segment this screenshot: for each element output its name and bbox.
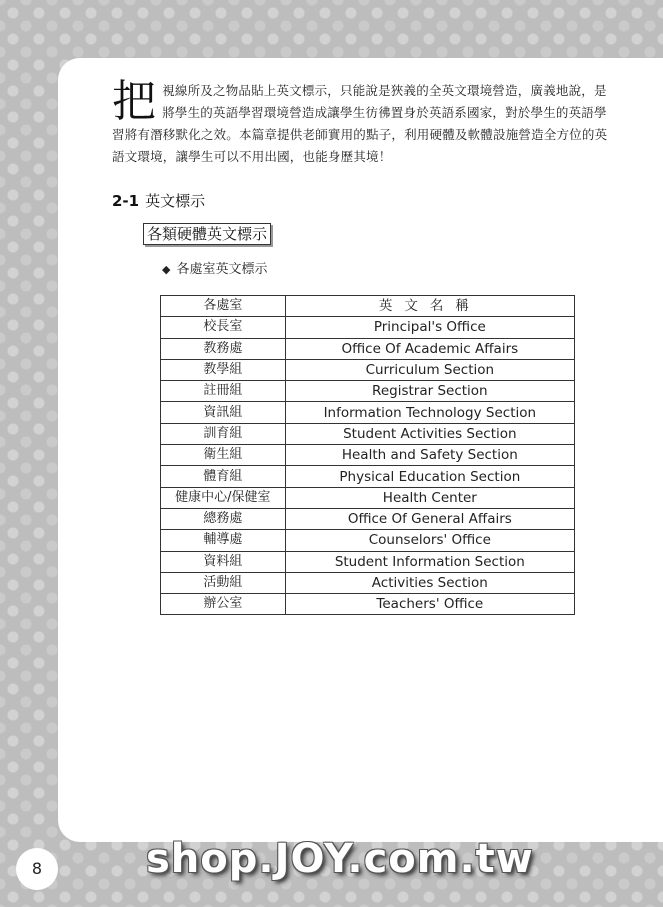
table-row <box>161 487 575 508</box>
table-row <box>161 508 575 529</box>
intro-text: 視線所及之物品貼上英文標示，只能說是狹義的全英文環境營造，廣義地說，是將學生的英語學習環境營造成讓學生彷彿置身於英語系國家，對於學生的英語學習將有潛移默化之效。本篇章提供老師實用的點子，利用硬體及軟體設施營造全方位的英語文環境，讓學生可以不用出國，也能身歷其境！ <box>112 83 608 164</box>
office-names-table <box>160 295 575 615</box>
footer-url-logo: shop.JOY.com.tw <box>146 836 534 882</box>
english-name-cell: Health and Safety Section <box>285 445 574 466</box>
table-row <box>161 423 575 444</box>
office-cell: 註冊組 <box>161 381 286 402</box>
table-row <box>161 317 575 338</box>
english-name-cell: Principal's Office <box>285 317 574 338</box>
english-name-cell: Information Technology Section <box>285 402 574 423</box>
english-name-cell: Activities Section <box>285 572 574 593</box>
page-number: 8 <box>16 848 58 890</box>
drop-cap: 把 <box>112 76 157 127</box>
office-cell: 訓育組 <box>161 423 286 444</box>
english-name-cell: Office Of Academic Affairs <box>285 338 574 359</box>
table-row <box>161 551 575 572</box>
intro-paragraph <box>112 76 612 168</box>
office-cell: 教務處 <box>161 338 286 359</box>
english-name-cell: Student Information Section <box>285 551 574 572</box>
english-name-cell: Office Of General Affairs <box>285 508 574 529</box>
table-row <box>161 359 575 380</box>
office-cell: 健康中心/保健室 <box>161 487 286 508</box>
table-row <box>161 466 575 487</box>
office-cell: 辦公室 <box>161 594 286 615</box>
table-row <box>161 530 575 551</box>
header-office: 各處室 <box>161 296 286 317</box>
english-name-cell: Counselors' Office <box>285 530 574 551</box>
english-name-cell: Health Center <box>285 487 574 508</box>
english-name-cell: Physical Education Section <box>285 466 574 487</box>
table-row <box>161 594 575 615</box>
bullet-text: 各處室英文標示 <box>176 262 268 277</box>
section-title: 英文標示 <box>145 192 206 210</box>
table-row <box>161 381 575 402</box>
office-cell: 活動組 <box>161 572 286 593</box>
english-name-cell: Student Activities Section <box>285 423 574 444</box>
bullet-item <box>162 258 267 277</box>
section-number: 2-1 <box>112 192 140 210</box>
office-cell: 資訊組 <box>161 402 286 423</box>
header-english-name: 英文名稱 <box>285 296 574 317</box>
english-name-cell: Curriculum Section <box>285 359 574 380</box>
office-cell: 資料組 <box>161 551 286 572</box>
office-cell: 教學組 <box>161 359 286 380</box>
office-cell: 體育組 <box>161 466 286 487</box>
table-row <box>161 572 575 593</box>
subsection-label: 各類硬體英文標示 <box>143 223 271 245</box>
diamond-bullet-icon: ◆ <box>162 263 171 276</box>
table-row <box>161 445 575 466</box>
section-heading <box>112 190 205 211</box>
table-row <box>161 402 575 423</box>
office-cell: 總務處 <box>161 508 286 529</box>
table-header-row <box>161 296 575 317</box>
table-row <box>161 338 575 359</box>
office-cell: 輔導處 <box>161 530 286 551</box>
office-cell: 校長室 <box>161 317 286 338</box>
english-name-cell: Teachers' Office <box>285 594 574 615</box>
english-name-cell: Registrar Section <box>285 381 574 402</box>
office-cell: 衛生組 <box>161 445 286 466</box>
